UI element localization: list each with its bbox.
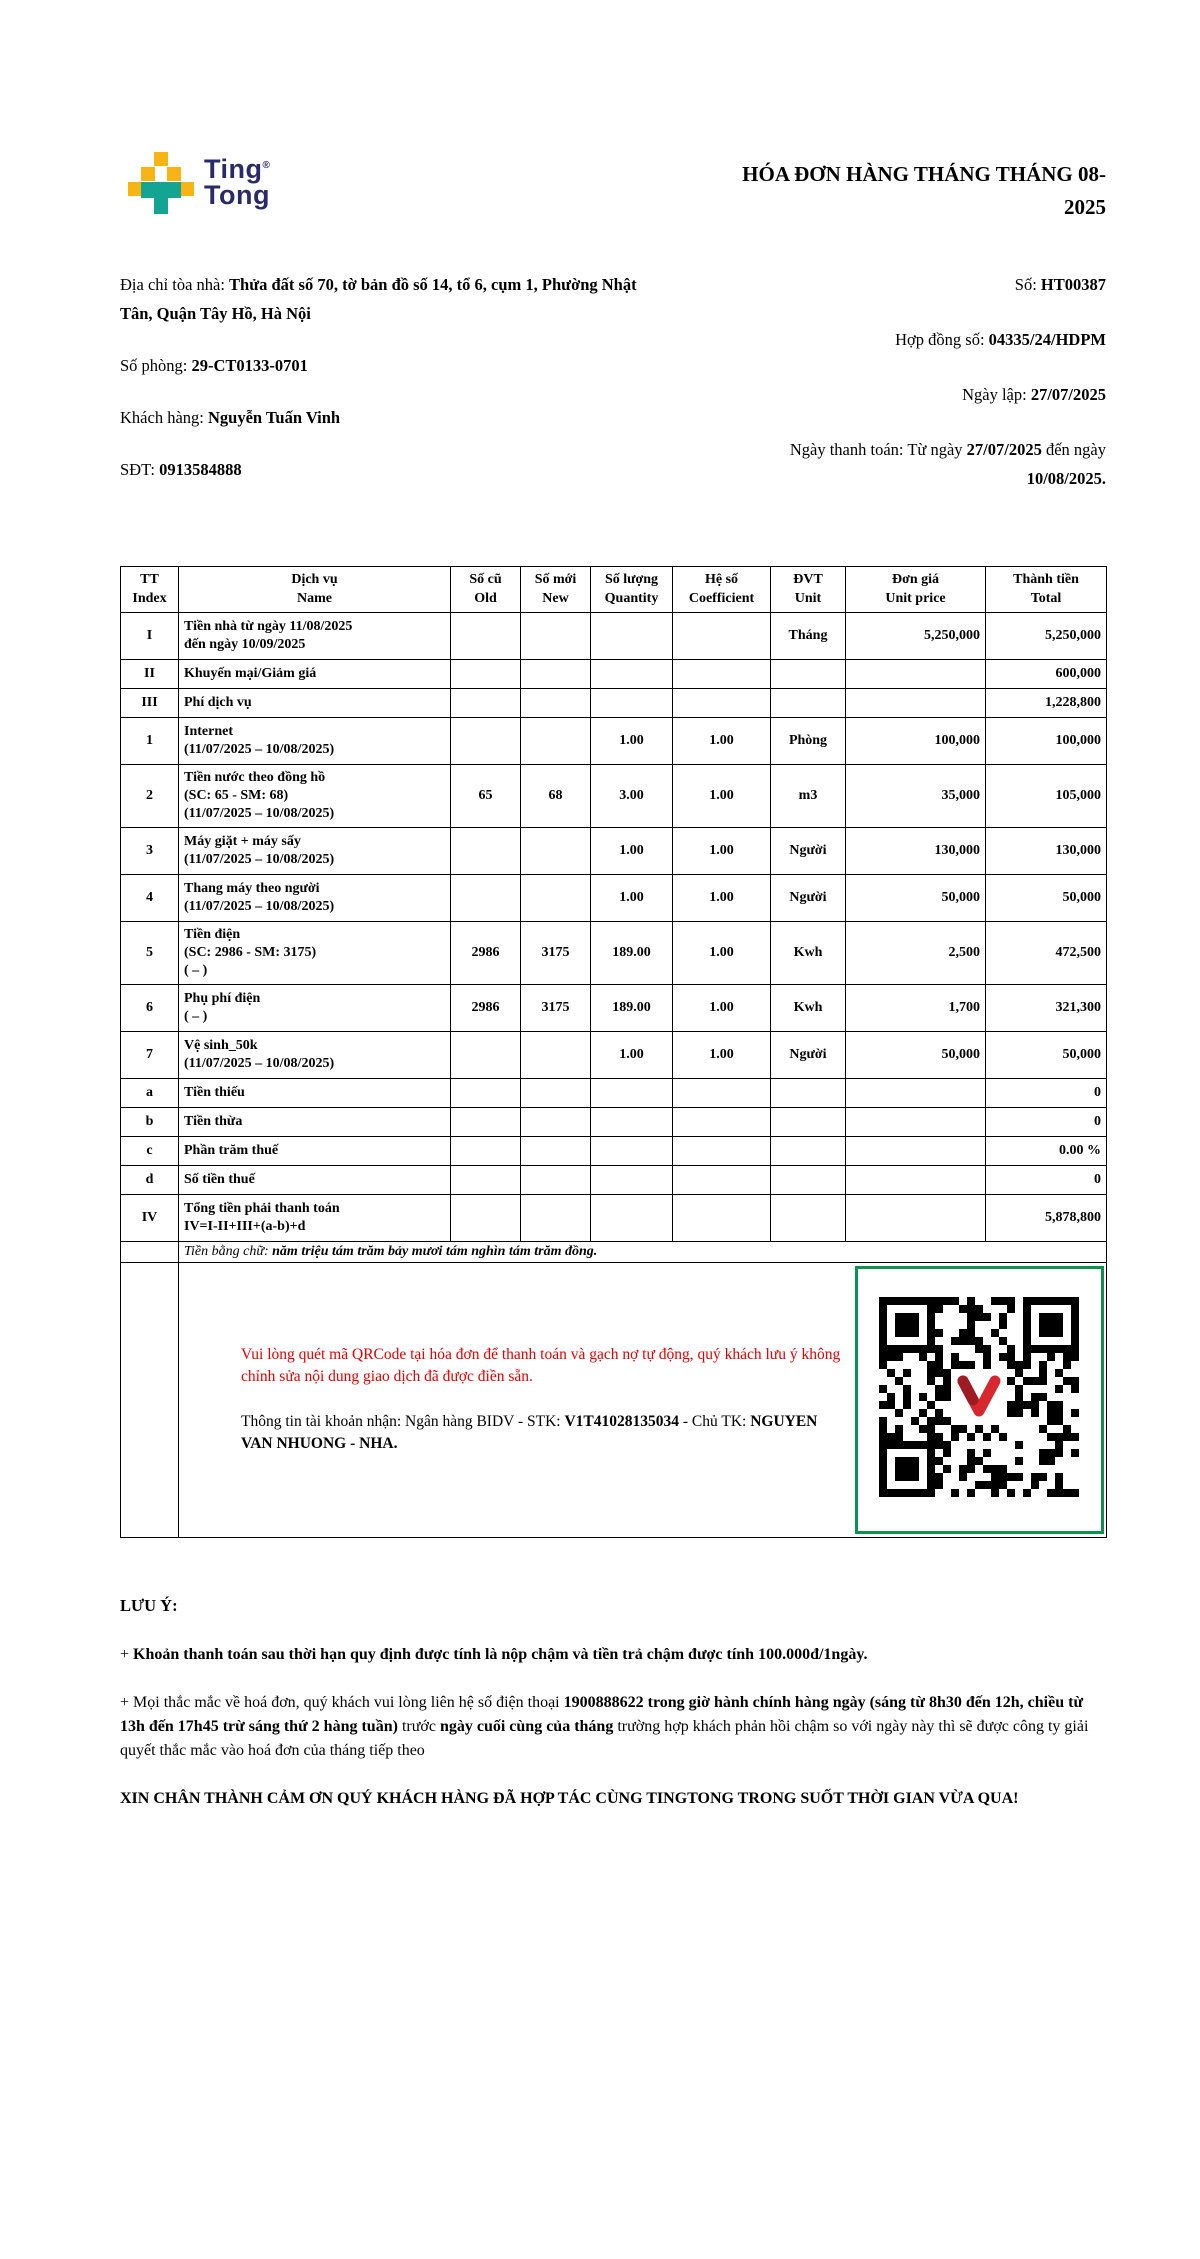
cell-new [521, 1194, 591, 1241]
cell-index: I [121, 612, 179, 659]
table-row [121, 1107, 1107, 1136]
thanks-note: XIN CHÂN THÀNH CẢM ƠN QUÝ KHÁCH HÀNG ĐÃ HỢP TÁC CÙNG TINGTONG TRONG SUỐT THỜI GIAN VỪA QUA! [120, 1789, 1019, 1807]
cell-coefficient: 1.00 [673, 984, 771, 1031]
cell-quantity [591, 1165, 673, 1194]
table-row [121, 717, 1107, 764]
cell-quantity: 1.00 [591, 827, 673, 874]
registered-mark-icon: ® [262, 160, 271, 172]
cell-total: 1,228,800 [986, 688, 1107, 717]
cell-new [521, 1031, 591, 1078]
column-header: ĐVT Unit [771, 567, 846, 612]
late-payment-note: + Khoản thanh toán sau thời hạn quy định được tính là nộp chậm và tiền trả chậm được tính 100.000đ/1ngày. [120, 1645, 868, 1663]
cell-unit: Người [771, 874, 846, 921]
table-row [121, 874, 1107, 921]
cell-coefficient: 1.00 [673, 921, 771, 984]
cell-total: 600,000 [986, 659, 1107, 688]
cell-unit: Người [771, 827, 846, 874]
page-title: HÓA ĐƠN HÀNG THÁNG THÁNG 08- 2025 [742, 162, 1106, 219]
cell-unit: Phòng [771, 717, 846, 764]
cell-unit [771, 1107, 846, 1136]
cell-old [451, 1031, 521, 1078]
cell-index: a [121, 1078, 179, 1107]
cell-coefficient [673, 1136, 771, 1165]
column-header: Số cũ Old [451, 567, 521, 612]
cell-quantity [591, 1078, 673, 1107]
cell-name: Phần trăm thuế [179, 1136, 451, 1165]
empty-cell [121, 1262, 179, 1537]
cell-name: Máy giặt + máy sấy (11/07/2025 – 10/08/2025) [179, 827, 451, 874]
cell-quantity [591, 1107, 673, 1136]
cell-index: b [121, 1107, 179, 1136]
cell-quantity [591, 688, 673, 717]
column-header: Số mới New [521, 567, 591, 612]
table-row [121, 1165, 1107, 1194]
cell-coefficient [673, 659, 771, 688]
cell-total: 0 [986, 1165, 1107, 1194]
cell-total: 100,000 [986, 717, 1107, 764]
cell-unit [771, 1078, 846, 1107]
cell-unit: Kwh [771, 921, 846, 984]
invoice-info-left [120, 271, 665, 519]
contact-note: + Mọi thắc mắc về hoá đơn, quý khách vui lòng liên hệ số điện thoại 1900888622 trong giờ hành chính hàng ngày (sáng từ 8h30 đến 12h, chiều từ 13h đến 17h45 trừ sáng thứ 2 hàng tuần) trước ngày cuối cùng của tháng trường hợp khách phản hồi chậm so với ngày này thì sẽ được công ty giải quyết thắc mắc vào hoá đơn của tháng tiếp theo [120, 1693, 1089, 1759]
cell-name: Phụ phí điện ( – ) [179, 984, 451, 1031]
tingtong-logo-text: Ting® Tong [204, 154, 271, 210]
cell-old [451, 717, 521, 764]
cell-name: Internet (11/07/2025 – 10/08/2025) [179, 717, 451, 764]
cell-new: 68 [521, 764, 591, 827]
cell-total: 130,000 [986, 827, 1107, 874]
column-header: Dịch vụ Name [179, 567, 451, 612]
cell-old [451, 1107, 521, 1136]
account-info: Thông tin tài khoản nhận: Ngân hàng BIDV - STK: V1T41028135034 - Chủ TK: NGUYEN VAN NHUONG - NHA. [241, 1412, 818, 1453]
column-header: Thành tiền Total [986, 567, 1107, 612]
phone-number: SĐT: 0913584888 [120, 459, 242, 479]
cell-unit: Tháng [771, 612, 846, 659]
cell-coefficient [673, 1194, 771, 1241]
cell-coefficient: 1.00 [673, 717, 771, 764]
cell-total: 5,250,000 [986, 612, 1107, 659]
cell-name: Thang máy theo người (11/07/2025 – 10/08/2025) [179, 874, 451, 921]
building-address: Địa chỉ tòa nhà: Thửa đất số 70, tờ bản đồ số 14, tổ 6, cụm 1, Phường Nhật Tân, Quận Tây Hồ, Hà Nội [120, 275, 637, 323]
table-row [121, 612, 1107, 659]
table-row [121, 984, 1107, 1031]
cell-total: 0.00 % [986, 1136, 1107, 1165]
cell-coefficient: 1.00 [673, 827, 771, 874]
amount-in-words-row [121, 1241, 1107, 1262]
cell-coefficient [673, 1078, 771, 1107]
cell-unit-price: 1,700 [846, 984, 986, 1031]
cell-unit-price [846, 1078, 986, 1107]
cell-name: Khuyến mại/Giảm giá [179, 659, 451, 688]
cell-unit-price [846, 659, 986, 688]
cell-unit: Kwh [771, 984, 846, 1031]
cell-total: 50,000 [986, 874, 1107, 921]
cell-new [521, 612, 591, 659]
cell-total: 321,300 [986, 984, 1107, 1031]
cell-index: 2 [121, 764, 179, 827]
cell-new [521, 688, 591, 717]
cell-index: 1 [121, 717, 179, 764]
cell-unit-price [846, 1194, 986, 1241]
cell-name: Vệ sinh_50k (11/07/2025 – 10/08/2025) [179, 1031, 451, 1078]
cell-index: II [121, 659, 179, 688]
table-row [121, 1078, 1107, 1107]
cell-name: Tổng tiền phải thanh toán IV=I-II+III+(a-b)+d [179, 1194, 451, 1241]
customer-name: Khách hàng: Nguyễn Tuấn Vinh [120, 407, 341, 427]
cell-name: Số tiền thuế [179, 1165, 451, 1194]
qr-code [879, 1287, 1079, 1512]
payment-instructions [179, 1334, 855, 1466]
cell-old [451, 1136, 521, 1165]
invoice-table [120, 566, 1107, 1537]
table-row [121, 688, 1107, 717]
table-row [121, 1136, 1107, 1165]
cell-unit-price: 5,250,000 [846, 612, 986, 659]
cell-index: c [121, 1136, 179, 1165]
cell-unit-price: 100,000 [846, 717, 986, 764]
cell-old: 65 [451, 764, 521, 827]
footer-notes [120, 1594, 1106, 1811]
payment-period: Ngày thanh toán: Từ ngày 27/07/2025 đến ngày 10/08/2025. [789, 439, 1106, 488]
column-header: TT Index [121, 567, 179, 612]
tingtong-logo-icon [128, 150, 194, 216]
cell-coefficient: 1.00 [673, 1031, 771, 1078]
notes-heading: LƯU Ý: [120, 1595, 178, 1615]
table-row [121, 764, 1107, 827]
cell-unit [771, 1194, 846, 1241]
cell-coefficient [673, 688, 771, 717]
cell-total: 105,000 [986, 764, 1107, 827]
issue-date: Ngày lập: 27/07/2025 [962, 384, 1106, 404]
table-row [121, 827, 1107, 874]
cell-index: 5 [121, 921, 179, 984]
cell-total: 0 [986, 1078, 1107, 1107]
cell-new [521, 1136, 591, 1165]
header [120, 150, 1106, 223]
cell-index: 3 [121, 827, 179, 874]
contract-number: Hợp đồng số: 04335/24/HDPM [895, 329, 1106, 349]
empty-cell [121, 1241, 179, 1262]
cell-old [451, 1194, 521, 1241]
invoice-table-header [121, 567, 1107, 612]
cell-name: Tiền điện (SC: 2986 - SM: 3175) ( – ) [179, 921, 451, 984]
invoice-number: Số: HT00387 [1014, 275, 1106, 295]
column-header: Hệ số Coefficient [673, 567, 771, 612]
cell-new [521, 1078, 591, 1107]
column-header: Số lượng Quantity [591, 567, 673, 612]
cell-old [451, 1165, 521, 1194]
cell-new [521, 827, 591, 874]
cell-new [521, 1107, 591, 1136]
cell-unit-price [846, 1107, 986, 1136]
cell-index: d [121, 1165, 179, 1194]
cell-index: 6 [121, 984, 179, 1031]
cell-coefficient: 1.00 [673, 874, 771, 921]
amount-in-words: Tiền bằng chữ: năm triệu tám trăm bảy mươi tám nghìn tám trăm đồng. [179, 1241, 1107, 1262]
cell-unit-price [846, 1165, 986, 1194]
cell-name: Tiền nước theo đồng hồ (SC: 65 - SM: 68) (11/07/2025 – 10/08/2025) [179, 764, 451, 827]
cell-unit [771, 659, 846, 688]
cell-quantity: 1.00 [591, 874, 673, 921]
cell-coefficient [673, 1107, 771, 1136]
cell-total: 472,500 [986, 921, 1107, 984]
cell-index: III [121, 688, 179, 717]
cell-index: IV [121, 1194, 179, 1241]
cell-unit-price: 35,000 [846, 764, 986, 827]
cell-old [451, 874, 521, 921]
table-row [121, 1031, 1107, 1078]
cell-coefficient [673, 1165, 771, 1194]
table-row [121, 1194, 1107, 1241]
cell-quantity [591, 1136, 673, 1165]
table-row [121, 921, 1107, 984]
room-number: Số phòng: 29-CT0133-0701 [120, 355, 308, 375]
cell-quantity: 189.00 [591, 921, 673, 984]
header-row [121, 567, 1107, 612]
cell-old [451, 688, 521, 717]
cell-index: 4 [121, 874, 179, 921]
cell-unit: Người [771, 1031, 846, 1078]
cell-unit-price: 50,000 [846, 1031, 986, 1078]
cell-total: 5,878,800 [986, 1194, 1107, 1241]
cell-new: 3175 [521, 984, 591, 1031]
column-header: Đơn giá Unit price [846, 567, 986, 612]
cell-unit [771, 1136, 846, 1165]
table-row [121, 659, 1107, 688]
cell-total: 0 [986, 1107, 1107, 1136]
cell-new: 3175 [521, 921, 591, 984]
cell-total: 50,000 [986, 1031, 1107, 1078]
cell-unit [771, 688, 846, 717]
cell-quantity: 189.00 [591, 984, 673, 1031]
cell-name: Tiền nhà từ ngày 11/08/2025 đến ngày 10/09/2025 [179, 612, 451, 659]
cell-unit-price: 130,000 [846, 827, 986, 874]
cell-name: Tiền thừa [179, 1107, 451, 1136]
cell-quantity: 1.00 [591, 1031, 673, 1078]
cell-new [521, 717, 591, 764]
cell-old: 2986 [451, 921, 521, 984]
cell-quantity [591, 659, 673, 688]
cell-unit-price: 2,500 [846, 921, 986, 984]
cell-old [451, 827, 521, 874]
cell-new [521, 1165, 591, 1194]
cell-quantity [591, 612, 673, 659]
cell-coefficient: 1.00 [673, 764, 771, 827]
invoice-info-right [736, 271, 1106, 519]
cell-name: Tiền thiếu [179, 1078, 451, 1107]
cell-quantity [591, 1194, 673, 1241]
cell-unit-price [846, 688, 986, 717]
cell-old [451, 612, 521, 659]
cell-unit-price: 50,000 [846, 874, 986, 921]
tingtong-logo [128, 150, 270, 216]
cell-new [521, 874, 591, 921]
qr-frame [855, 1266, 1104, 1534]
invoice-info [120, 271, 1106, 519]
cell-quantity: 1.00 [591, 717, 673, 764]
cell-new [521, 659, 591, 688]
cell-unit: m3 [771, 764, 846, 827]
cell-coefficient [673, 612, 771, 659]
cell-unit [771, 1165, 846, 1194]
cell-old: 2986 [451, 984, 521, 1031]
invoice-table-body [121, 612, 1107, 1241]
qr-row [121, 1262, 1107, 1537]
cell-old [451, 1078, 521, 1107]
cell-unit-price [846, 1136, 986, 1165]
cell-old [451, 659, 521, 688]
cell-index: 7 [121, 1031, 179, 1078]
qr-note: Vui lòng quét mã QRCode tại hóa đơn để thanh toán và gạch nợ tự động, quý khách lưu ý không chỉnh sửa nội dung giao dịch đã được điền sẵn. [241, 1345, 841, 1386]
cell-quantity: 3.00 [591, 764, 673, 827]
cell-name: Phí dịch vụ [179, 688, 451, 717]
